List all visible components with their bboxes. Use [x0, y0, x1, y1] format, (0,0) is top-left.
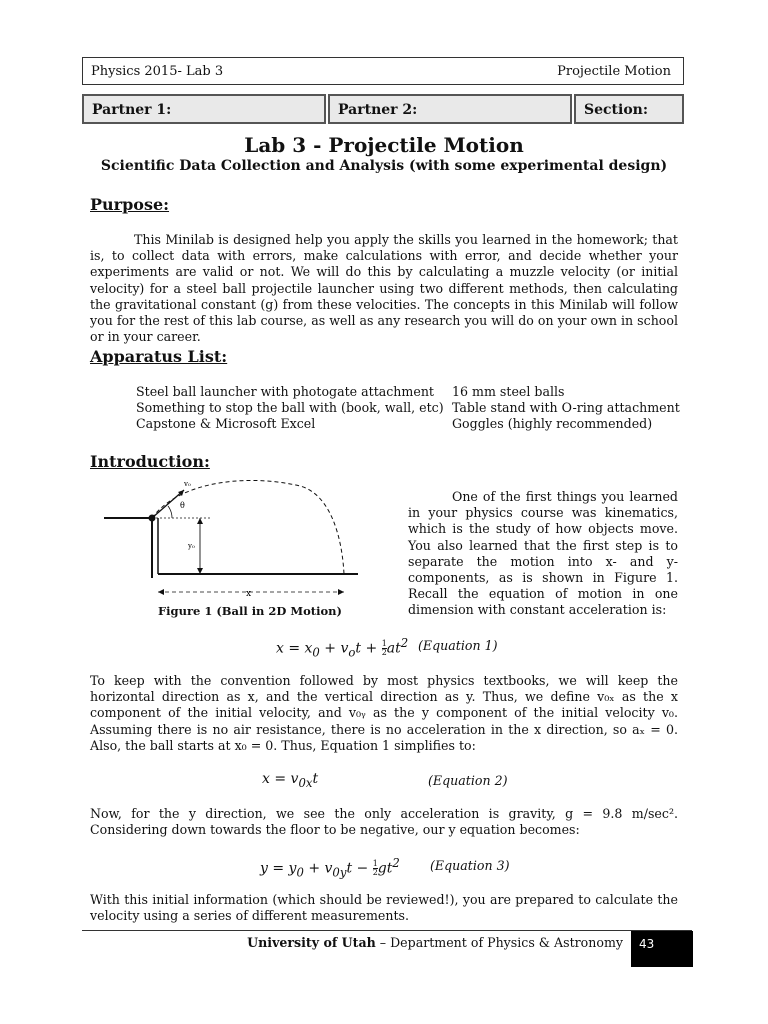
footer-university: University of Utah — [247, 935, 376, 950]
purpose-heading: Purpose: — [90, 195, 170, 214]
introduction-heading: Introduction: — [90, 452, 210, 471]
equation-1: $x = x_0 + v_ot$ + $\frac{1}{2}$ $at^2$ — [276, 636, 409, 660]
apparatus-heading: Apparatus List: — [90, 347, 228, 366]
partner2-field[interactable] — [328, 94, 572, 124]
section-label: Section: — [584, 102, 649, 118]
partner1-label: Partner 1: — [92, 102, 172, 118]
page-title: Lab 3 - Projectile Motion — [244, 133, 524, 157]
y0-label: y₀ — [188, 542, 195, 550]
equation-3: $y = y_0 + v_{0y}t$ − $\frac{1}{2}$ $gt^2$ — [260, 856, 400, 880]
list-item: Steel ball launcher with photogate attachment — [136, 384, 434, 399]
page-number-box — [631, 931, 693, 967]
paragraph-4: With this initial information (which should be reviewed!), you are prepared to calculate the velocity using a series of different measurements. — [90, 892, 678, 924]
topic-label: Projectile Motion — [557, 64, 671, 79]
footer-department: – Department of Physics & Astronomy — [375, 935, 623, 950]
equation-2: $x = v_{0x}t$ — [262, 771, 319, 790]
page-number: 43 — [639, 937, 655, 951]
figure-caption: Figure 1 (Ball in 2D Motion) — [158, 604, 342, 618]
list-item: Table stand with O-ring attachment — [452, 400, 680, 416]
theta-label: θ — [180, 501, 185, 510]
list-item: Capstone & Microsoft Excel — [136, 416, 316, 432]
equation-2-label: (Equation 2) — [428, 773, 508, 788]
apparatus-list-right — [452, 384, 680, 433]
footer-text — [247, 935, 623, 950]
trajectory — [152, 480, 344, 574]
intro-text: One of the first things you learned in your physics course was kinematics, which is the study of how objects move. You also learned that the first step is to separate the motion into x- and y- components, as is shown in Figure 1. Recall the equation of motion in one dimension with constant acceleration is: — [408, 489, 678, 618]
x-label: x — [246, 589, 252, 599]
projectile-figure — [100, 476, 360, 604]
course-label: Physics 2015- Lab 3 — [91, 64, 224, 79]
apparatus-list-left — [136, 384, 444, 433]
list-item: Goggles (highly recommended) — [452, 416, 653, 432]
page-subtitle: Scientific Data Collection and Analysis (with some experimental design) — [100, 158, 668, 174]
purpose-text: This Minilab is designed help you apply the skills you learned in the homework; that is, to collect data with errors, make calculations with error, and decide whether your experiments are valid or not. We will do this by calculating a muzzle velocity (or initial velocity) for a steel ball projectile launcher using two different methods, then calculating the gravitational constant (g) from these velocities. The concepts in this Minilab will follow you for the rest of this lab course, as well as any research you will do on your own in school or in your career. — [90, 232, 678, 345]
v0-label: v₀ — [184, 480, 191, 488]
partner1-field[interactable] — [82, 94, 326, 124]
equation-3-label: (Equation 3) — [430, 858, 510, 873]
footer-divider — [82, 930, 692, 931]
list-item: 16 mm steel balls — [452, 384, 565, 399]
running-header — [82, 57, 684, 85]
list-item: Something to stop the ball with (book, wall, etc) — [136, 400, 444, 416]
partner2-label: Partner 2: — [338, 102, 418, 118]
angle-arc — [168, 506, 172, 518]
section-field[interactable] — [574, 94, 684, 124]
paragraph-3: Now, for the y direction, we see the only acceleration is gravity, g = 9.8 m/sec². Considering down towards the floor to be negative, our y equation becomes: — [90, 806, 678, 838]
equation-1-label: (Equation 1) — [418, 638, 498, 653]
paragraph-2: To keep with the convention followed by most physics textbooks, we will keep the horizontal direction as x, and the vertical direction as y. Thus, we define v₀ₓ as the x component of the initial velocity, and v₀ᵧ as the y component of the initial velocity v₀. Assuming there is no air resistance, there is no acceleration in the x direction, so aₓ = 0. Also, the ball starts at x₀ = 0. Thus, Equation 1 simplifies to: — [90, 673, 678, 753]
